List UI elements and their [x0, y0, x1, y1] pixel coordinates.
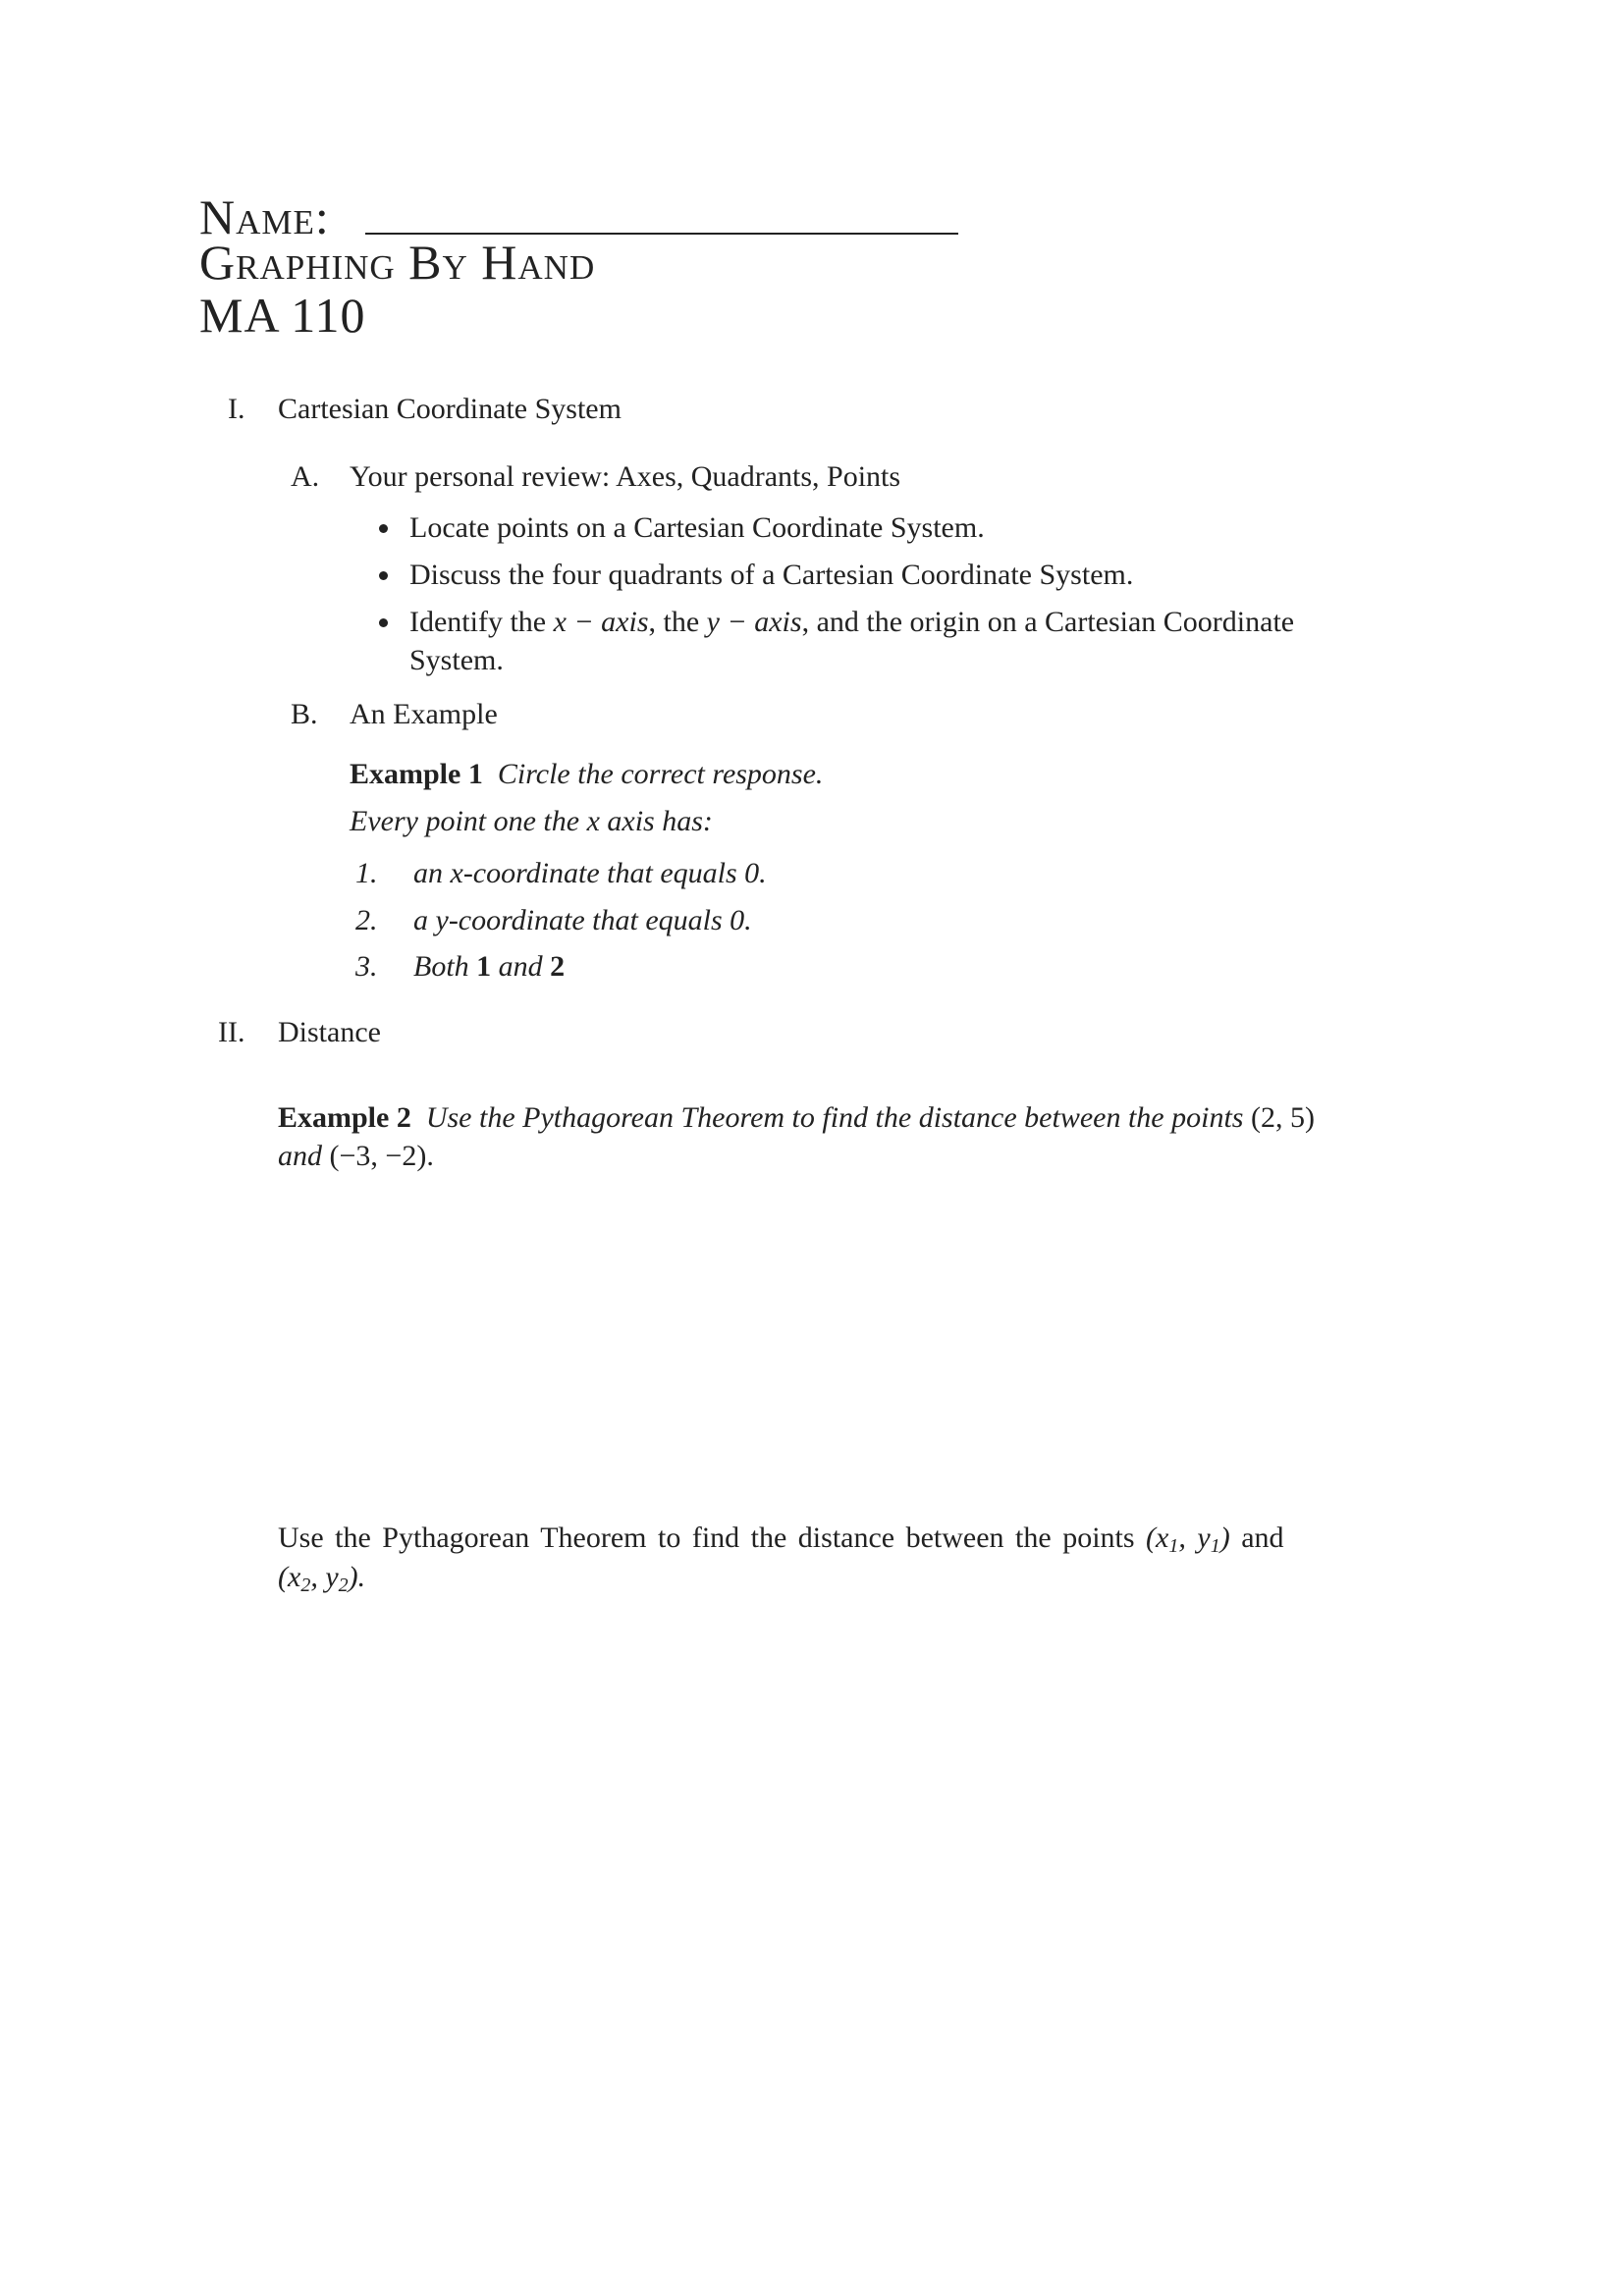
subsection-a-title: Your personal review: Axes, Quadrants, Points — [350, 460, 901, 493]
point-1-comma-y: , y — [1178, 1522, 1211, 1554]
y-axis-term: y − axis — [706, 606, 802, 638]
example-2-line2 — [278, 1137, 434, 1175]
example-1-header — [350, 755, 823, 793]
point-2-comma-y: , y — [310, 1561, 339, 1593]
bullet-identify-post: , and the origin on a Cartesian Coordinate — [801, 606, 1295, 638]
option-3-ref-2: 2 — [550, 950, 566, 983]
point-x2-y2 — [278, 1558, 365, 1598]
section-2-numeral: II. — [218, 1016, 245, 1048]
option-3-number: 3. — [355, 950, 378, 983]
example-2-label: Example 2 — [278, 1101, 411, 1134]
bullet-item-locate: Locate points on a Cartesian Coordinate System. — [409, 511, 985, 544]
name-label: Name: — [199, 189, 330, 244]
bullet-icon — [379, 618, 388, 627]
point-1-sub-x: 1 — [1168, 1535, 1179, 1557]
subsection-b-letter: B. — [291, 698, 318, 730]
bullet-icon — [379, 571, 388, 580]
point-2-sub-y: 2 — [338, 1575, 349, 1596]
point-2-open: (x — [278, 1561, 301, 1593]
example-1-prompt: Circle the correct response. — [497, 758, 824, 790]
point-2-close: ). — [348, 1561, 366, 1593]
example-1-label: Example 1 — [350, 758, 483, 790]
section-2-title: Distance — [278, 1016, 381, 1048]
x-axis-term: x − axis — [553, 606, 649, 638]
option-3-text — [413, 947, 565, 986]
course-code: MA 110 — [199, 288, 366, 343]
bullet-item-identify — [409, 603, 1294, 641]
point-1-close: ) — [1219, 1522, 1230, 1554]
document-title: Graphing By Hand — [199, 235, 596, 290]
subsection-b-title: An Example — [350, 698, 498, 730]
option-3-ref-1: 1 — [476, 950, 492, 983]
bullet-identify-line2: System. — [409, 644, 504, 676]
example-2-point-2: (−3, −2). — [329, 1140, 434, 1172]
option-2-text: a y-coordinate that equals 0. — [413, 904, 752, 936]
bullet-item-quadrants: Discuss the four quadrants of a Cartesian Coordinate System. — [409, 559, 1134, 591]
example-1-question: Every point one the x axis has: — [350, 805, 713, 837]
option-1-number: 1. — [355, 857, 378, 889]
general-distance-and: and — [1241, 1522, 1284, 1554]
bullet-identify-pre: Identify the — [409, 606, 547, 638]
option-1-text: an x-coordinate that equals 0. — [413, 857, 767, 889]
section-1-numeral: I. — [228, 393, 245, 425]
point-1-open: (x — [1146, 1522, 1169, 1554]
point-2-sub-x: 2 — [300, 1575, 311, 1596]
example-2-and: and — [278, 1140, 322, 1172]
example-2-point-1: (2, 5) — [1250, 1101, 1315, 1134]
general-distance-text: Use the Pythagorean Theorem to find the distance between the points — [278, 1522, 1135, 1554]
point-1-sub-y: 1 — [1210, 1535, 1220, 1557]
subsection-a-letter: A. — [291, 460, 320, 493]
example-2-line1 — [278, 1098, 1315, 1137]
point-x1-y1 — [1146, 1522, 1230, 1557]
example-2-text: Use the Pythagorean Theorem to find the distance between the points — [425, 1101, 1244, 1134]
option-3-mid: and — [498, 950, 543, 983]
option-2-number: 2. — [355, 904, 378, 936]
option-3-pre: Both — [413, 950, 469, 983]
section-1-title: Cartesian Coordinate System — [278, 393, 622, 425]
bullet-icon — [379, 524, 388, 533]
bullet-identify-mid: , the — [648, 606, 700, 638]
general-distance-line1 — [278, 1519, 1284, 1559]
